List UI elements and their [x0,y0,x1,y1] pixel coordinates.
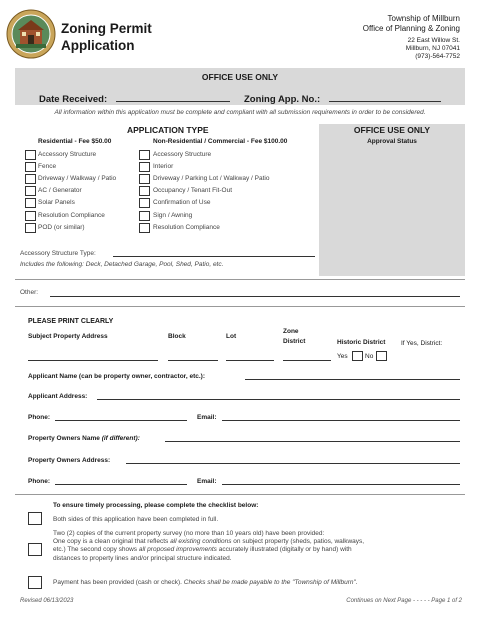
residential-option: Driveway / Walkway / Patio [38,175,117,182]
checklist-emphasis: Checks shall be made payable to the "Township of Millburn". [183,579,358,586]
if-yes-district-label: If Yes, District: [401,340,443,347]
application-type-section [15,124,319,276]
owners-phone-label: Phone: [28,478,51,485]
date-received-row [39,93,230,105]
other-field[interactable] [50,296,460,297]
residential-checkbox[interactable] [25,186,36,196]
residential-option: Resolution Compliance [38,212,105,219]
historic-yes-checkbox[interactable] [352,351,363,361]
nonresidential-checkbox[interactable] [139,223,150,233]
address-line-1: 22 East Willow St. [407,37,460,44]
lot-field[interactable] [226,360,274,361]
approval-status-label: Approval Status [367,138,417,145]
nonresidential-checkbox[interactable] [139,198,150,208]
app-no-row [244,93,441,105]
nonresidential-checkbox[interactable] [139,186,150,196]
owners-name-label-text: Property Owners Name [28,435,100,442]
office-use-panel [15,68,465,105]
applicant-email-label: Email: [197,414,217,421]
app-no-label: Zoning App. No.: [244,94,321,105]
historic-no-checkbox[interactable] [376,351,387,361]
applicant-address-field[interactable] [97,399,460,400]
block-field[interactable] [168,360,218,361]
checklist-text: etc.) The second copy shows [53,546,139,554]
divider [15,494,465,495]
title-line-2: Application [61,38,135,53]
residential-option: AC / Generator [38,187,82,194]
nonresidential-option: Driveway / Parking Lot / Walkway / Patio [153,175,270,182]
accessory-type-field[interactable] [113,256,315,257]
residential-option: POD (or similar) [38,224,85,231]
residential-checkbox[interactable] [25,223,36,233]
nonresidential-option: Accessory Structure [153,151,212,158]
residential-option: Solar Panels [38,199,75,206]
revised-date: Revised 06/13/2023 [20,598,74,604]
residential-checkbox[interactable] [25,162,36,172]
address-line-2: Millburn, NJ 07041 [405,45,460,52]
owners-name-note: (if different): [101,435,140,442]
other-label: Other: [20,289,39,296]
approval-status-panel [319,124,465,276]
owners-name-field[interactable] [165,441,460,442]
applicant-name-field[interactable] [245,379,460,380]
checklist-item-2-line-2 [53,538,364,546]
applicant-address-label: Applicant Address: [28,393,88,400]
owners-address-field[interactable] [126,463,460,464]
checklist-item-2 [53,530,364,563]
checklist-checkbox-3[interactable] [28,576,42,589]
block-label: Block [168,333,186,340]
nonresidential-heading: Non-Residential / Commercial - Fee $100.00 [153,138,288,145]
property-address-label: Subject Property Address [28,333,108,340]
lot-label: Lot [226,333,237,340]
checklist-text: One copy is a clean original that reflects [53,538,171,546]
checklist-checkbox-2[interactable] [28,543,42,556]
checklist-text: Payment has been provided (cash or check). [53,579,184,586]
divider [15,306,465,307]
checklist-emphasis: all existing conditions [170,538,232,546]
divider [15,279,465,280]
owners-address-label: Property Owners Address: [28,457,111,464]
residential-checkbox[interactable] [25,174,36,184]
historic-district-label: Historic District [337,339,386,346]
owners-phone-field[interactable] [55,484,187,485]
app-no-field[interactable] [329,93,441,102]
office-use-side-heading: OFFICE USE ONLY [353,125,431,135]
residential-heading: Residential - Fee $50.00 [38,138,112,145]
print-clearly-label: PLEASE PRINT CLEARLY [28,318,114,325]
office-phone: (973)-564-7752 [415,53,460,60]
checklist-item-1: Both sides of this application have been completed in full. [53,516,219,523]
form-title [61,20,191,54]
header-contact [363,14,460,61]
checklist-checkbox-1[interactable] [28,512,42,525]
zone-label: Zone [283,328,299,335]
residential-checkbox[interactable] [25,211,36,221]
checklist-item-2-line-1: Two (2) copies of the current property survey (no more than 10 years old) have been provided: [53,530,325,537]
checklist-item-2-line-3 [53,546,364,554]
accessory-type-label: Accessory Structure Type: [20,250,96,257]
checklist-text: on subject property (sheds, patios, walkways, [231,538,365,546]
zone-district-field[interactable] [283,360,331,361]
owners-name-label [28,435,140,442]
title-line-1: Zoning Permit [61,21,152,36]
date-received-field[interactable] [116,93,230,102]
applicant-phone-field[interactable] [55,420,187,421]
office-use-heading: OFFICE USE ONLY [201,72,279,82]
nonresidential-checkbox[interactable] [139,162,150,172]
checklist-item-2-line-4: distances to property lines and/or principal structure indicated. [53,554,232,562]
nonresidential-checkbox[interactable] [139,174,150,184]
nonresidential-option: Sign / Awning [153,212,193,219]
applicant-phone-label: Phone: [28,414,51,421]
residential-checkbox[interactable] [25,198,36,208]
owners-email-label: Email: [197,478,217,485]
township-seal-logo [6,9,56,59]
historic-no-label: No [365,353,374,360]
nonresidential-option: Confirmation of Use [153,199,211,206]
nonresidential-checkbox[interactable] [139,150,150,160]
applicant-name-label: Applicant Name (can be property owner, contractor, etc.): [28,373,205,380]
info-notice: All information within this application must be complete and compliant with all submission requirements in order to be considered. [54,109,426,116]
application-type-heading: APPLICATION TYPE [127,125,209,135]
nonresidential-option: Resolution Compliance [153,224,220,231]
applicant-email-field[interactable] [222,420,460,421]
district-label: District [283,338,306,345]
property-address-field[interactable] [28,360,158,361]
checklist-text: accurately illustrated (digitally or by hand) with [216,546,352,554]
page-indicator: Continues on Next Page - - - - - Page 1 of 2 [346,598,462,604]
residential-option: Accessory Structure [38,151,97,158]
org-name: Township of Millburn [387,14,460,23]
checklist-heading: To ensure timely processing, please complete the checklist below: [53,502,259,509]
nonresidential-option: Interior [153,163,174,170]
accessory-includes-note: Includes the following: Deck, Detached Garage, Pool, Shed, Patio, etc. [20,261,224,268]
residential-option: Fence [38,163,57,170]
nonresidential-checkbox[interactable] [139,211,150,221]
nonresidential-option: Occupancy / Tenant Fit-Out [153,187,232,194]
historic-yes-label: Yes [337,353,348,360]
residential-checkbox[interactable] [25,150,36,160]
owners-email-field[interactable] [222,484,460,485]
date-received-label: Date Received: [39,94,108,105]
office-name: Office of Planning & Zoning [362,24,460,33]
checklist-item-3 [53,579,358,586]
checklist-emphasis: all proposed improvements [138,546,217,554]
